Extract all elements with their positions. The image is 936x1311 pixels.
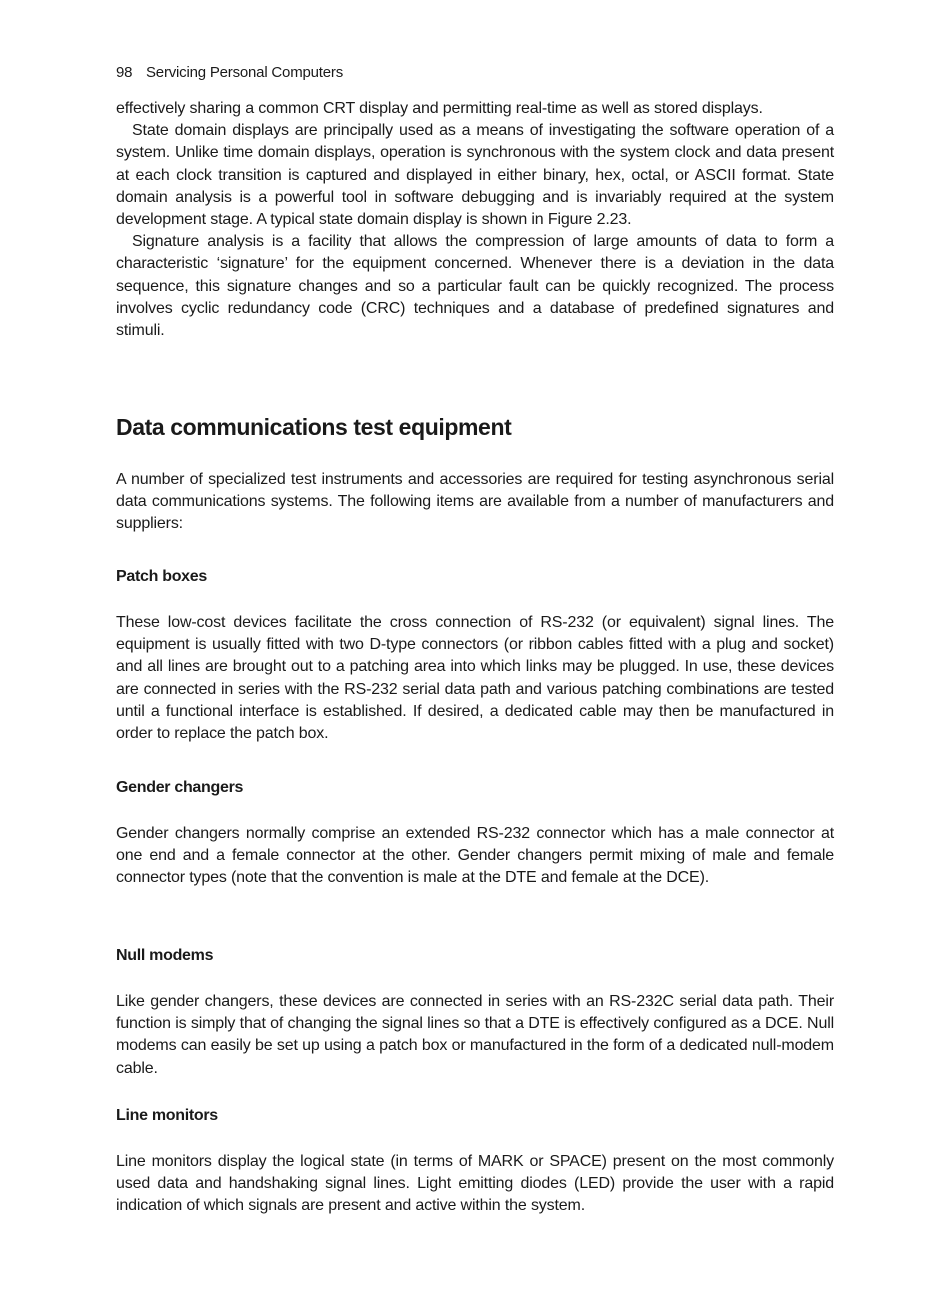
subsection-heading: Gender changers	[116, 779, 244, 796]
page-number: 98	[116, 64, 133, 81]
subsection-body: Like gender changers, these devices are connected in series with an RS-232C serial data path. Their function is simply that of changing the signal lines so that a DTE is effectively configured as a DCE. Null modems can easily be set up using a patch box or manufactured in the form of a dedicated null-modem cable.	[116, 993, 834, 1077]
subsection-body: Line monitors display the logical state (in terms of MARK or SPACE) present on the most commonly used data and handshaking signal lines. Light emitting diodes (LED) provide the user with a rapid indication of which signals are present and active within the system.	[116, 1153, 834, 1215]
book-title: Servicing Personal Computers	[146, 64, 343, 81]
paragraph-signature-analysis: Signature analysis is a facility that allows the compression of large amounts of data to form a characteristic ‘signature’ for the equipment concerned. Whenever there is a deviation in the data sequence, this signature changes and so a particular fault can be quickly recognized. The process involves cyclic redundancy code (CRC) techniques and a database of predefined signatures and stimuli.	[116, 233, 834, 340]
subsection-gender-changers	[116, 779, 834, 797]
section-heading-block	[116, 414, 834, 441]
section-intro-block	[116, 469, 834, 536]
subsection-body: Gender changers normally comprise an extended RS-232 connector which has a male connector at one end and a female connector at the other. Gender changers permit mixing of male and female connector types (note that the convention is male at the DTE and female at the DCE).	[116, 825, 834, 887]
subsection-body-block	[116, 823, 834, 890]
running-head	[116, 64, 343, 81]
subsection-heading: Null modems	[116, 947, 214, 964]
subsection-body-block	[116, 612, 834, 745]
subsection-null-modems	[116, 947, 834, 965]
subsection-body-block	[116, 1151, 834, 1218]
paragraph-continuation: effectively sharing a common CRT display and permitting real-time as well as stored displays.	[116, 100, 763, 117]
subsection-heading: Line monitors	[116, 1107, 218, 1124]
subsection-line-monitors	[116, 1107, 834, 1125]
subsection-patch-boxes	[116, 568, 834, 586]
subsection-heading: Patch boxes	[116, 568, 207, 585]
section-heading: Data communications test equipment	[116, 414, 512, 440]
paragraph-state-domain: State domain displays are principally used as a means of investigating the software operation of a system. Unlike time domain displays, operation is synchronous with the system clock and data present at each clock transition is captured and displayed in either binary, hex, octal, or ASCII format. State domain analysis is a powerful tool in software debugging and is invariably required at the system development stage. A typical state domain display is shown in Figure 2.23.	[116, 122, 834, 229]
subsection-body: These low-cost devices facilitate the cross connection of RS-232 (or equivalent) signal lines. The equipment is usually fitted with two D-type connectors (or ribbon cables fitted with a plug and socket) and all lines are brought out to a patching area into which links may be plugged. In use, these devices are connected in series with the RS-232 serial data path and various patching combinations are tested until a functional interface is established. If desired, a dedicated cable may then be manufactured in order to replace the patch box.	[116, 614, 834, 743]
section-intro: A number of specialized test instruments and accessories are required for testing asynchronous serial data communications systems. The following items are available from a number of manufacturers and suppliers:	[116, 471, 834, 533]
intro-text	[116, 98, 834, 342]
subsection-body-block	[116, 991, 834, 1080]
